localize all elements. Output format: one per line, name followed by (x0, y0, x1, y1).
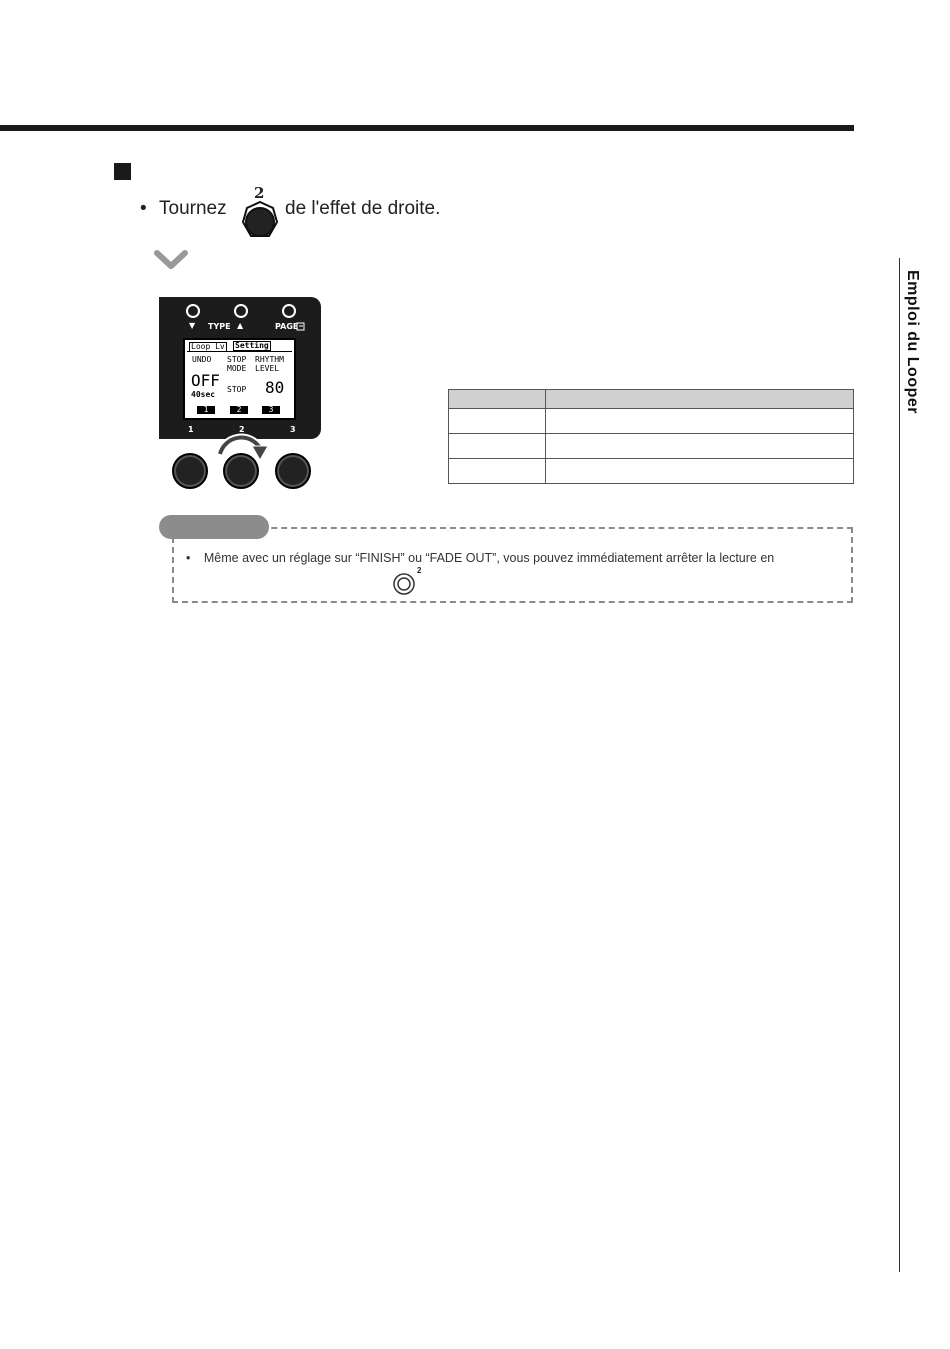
lcd-tab-setting: Setting (235, 341, 269, 350)
ring-icon (392, 569, 418, 597)
knob-3[interactable] (275, 453, 311, 489)
lcd-undo-sub: 40sec (191, 390, 216, 399)
page-icon (296, 322, 305, 331)
lcd-slot-2: 2 (230, 406, 248, 414)
lcd-divider (187, 351, 292, 352)
lcd-tab-loop: Loop Lv (191, 342, 225, 351)
knob-2[interactable] (223, 453, 259, 489)
table-cell (546, 434, 854, 459)
page-label: PAGE (275, 322, 299, 331)
lcd-slot-3: 3 (262, 406, 280, 414)
lcd-stop-value: STOP (227, 385, 247, 394)
table-cell (449, 409, 546, 434)
lcd-screen (183, 338, 296, 420)
up-arrow-icon: ▲ (237, 321, 244, 330)
note-text (186, 551, 842, 567)
knob-icon (240, 184, 280, 244)
down-arrow-icon: ▼ (189, 321, 196, 330)
page-down-button[interactable] (186, 304, 200, 318)
knob-2-number: 2 (254, 184, 265, 202)
lcd-rhythm-label-2: LEVEL (255, 364, 280, 373)
table-header-cell (449, 390, 546, 409)
note-bullet: • (186, 551, 191, 565)
table-cell (546, 459, 854, 484)
table-header-cell (546, 390, 854, 409)
knob-2-icon (240, 184, 280, 244)
table-cell (546, 409, 854, 434)
side-rule (899, 258, 900, 1272)
table-row (449, 409, 854, 434)
instruction-text-after: de l'effet de droite. (285, 198, 441, 219)
lcd-stop-label-2: MODE (227, 364, 247, 373)
chevron-down-icon (153, 248, 189, 272)
lcd-rhythm-label-1: RHYTHM (255, 355, 284, 364)
note-body: Même avec un réglage sur “FINISH” ou “FADE OUT”, vous pouvez immédiatement arrêter la lecture en (203, 551, 775, 565)
table-row (449, 434, 854, 459)
lcd-undo-label: UNDO (192, 355, 212, 364)
side-tab-title: Emploi du Looper (904, 270, 921, 414)
top-rule (0, 125, 854, 131)
page-up-button[interactable] (234, 304, 248, 318)
settings-table (448, 389, 854, 484)
knob-number-2: 2 (239, 425, 245, 434)
note-tab (159, 515, 269, 539)
type-label: TYPE (208, 322, 231, 331)
lcd-rhythm-value: 80 (265, 378, 285, 397)
knob-1[interactable] (172, 453, 208, 489)
lcd-stop-label-1: STOP (227, 355, 247, 364)
knob-number-1: 1 (188, 425, 194, 434)
instruction-text-before: Tournez (159, 198, 227, 219)
knob-button-2-icon (392, 566, 422, 599)
instruction-bullet: • (140, 198, 147, 219)
lcd-slot-1: 1 (197, 406, 215, 414)
knob-button-2-number: 2 (417, 566, 422, 575)
section-marker (114, 163, 131, 180)
lcd-undo-value: OFF (191, 371, 220, 390)
device-panel (159, 297, 321, 439)
knob-number-3: 3 (290, 425, 296, 434)
table-cell (449, 459, 546, 484)
page-button[interactable] (282, 304, 296, 318)
table-row (449, 459, 854, 484)
table-cell (449, 434, 546, 459)
table-header-row (449, 390, 854, 409)
